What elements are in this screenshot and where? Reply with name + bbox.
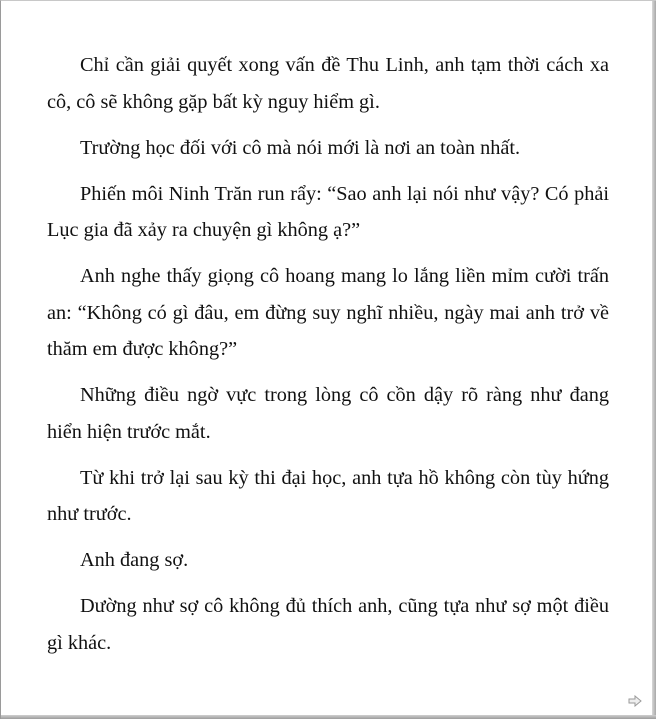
paragraph-7: Anh đang sợ. (80, 549, 189, 571)
next-page-arrow-icon[interactable] (628, 695, 642, 707)
paragraph-4: Anh nghe thấy giọng cô hoang mang lo lắng liền mỉm cười trấn an: “Không có gì đâu, em đừng suy nghĩ nhiều, ngày mai anh trở về thăm em được không?” (47, 265, 609, 360)
document-body (47, 47, 609, 671)
paragraph-3: Phiến môi Ninh Trăn run rẩy: “Sao anh lại nói như vậy? Có phải Lục gia đã xảy ra chuyện gì không ạ?” (47, 182, 609, 241)
paragraph-5: Những điều ngờ vực trong lòng cô cồn dậy rõ ràng như đang hiển hiện trước mắt. (47, 384, 609, 443)
page-edge-bottom (1, 715, 656, 719)
paragraph-1: Chỉ cần giải quyết xong vấn đề Thu Linh, anh tạm thời cách xa cô, cô sẽ không gặp bất kỳ nguy hiểm gì. (47, 54, 609, 113)
paragraph-6: Từ khi trở lại sau kỳ thi đại học, anh tựa hồ không còn tùy hứng như trước. (47, 466, 609, 525)
paragraph-8: Dường như sợ cô không đủ thích anh, cũng tựa như sợ một điều gì khác. (47, 595, 609, 654)
paragraph-2: Trường học đối với cô mà nói mới là nơi an toàn nhất. (80, 136, 521, 159)
page-edge-right (652, 1, 656, 719)
